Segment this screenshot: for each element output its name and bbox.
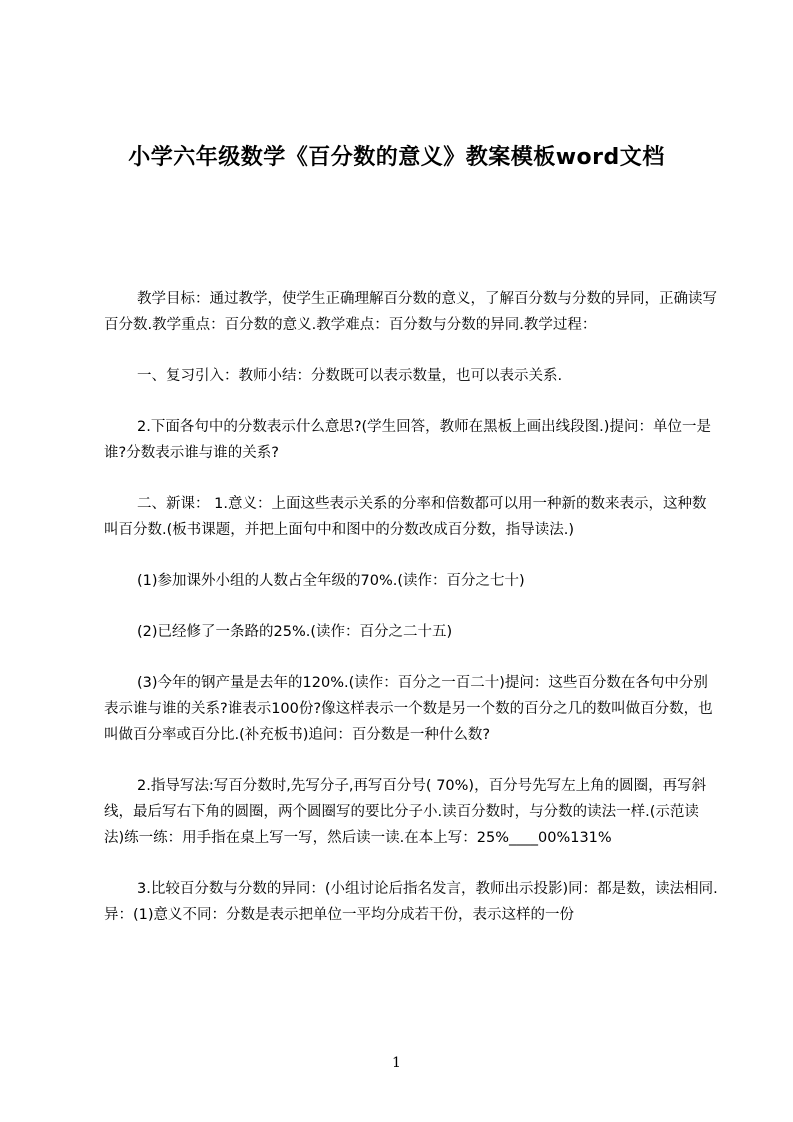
- paragraph-new-lesson: 二、新课： 1.意义：上面这些表示关系的分率和倍数都可以用一种新的数来表示，这种数叫百分数.(板书课题，并把上面句中和图中的分数改成百分数，指导读法.): [104, 496, 707, 538]
- page-number: 1: [392, 1055, 401, 1071]
- document-body: [104, 286, 718, 953]
- document-title: 小学六年级数学《百分数的意义》教案模板word文档: [128, 145, 665, 170]
- paragraph-teaching-goals: 教学目标：通过教学，使学生正确理解百分数的意义，了解百分数与分数的异同，正确读写百分数.教学重点：百分数的意义.教学难点：百分数与分数的异同.教学过程：: [104, 291, 717, 333]
- paragraph-example-3: (3)今年的钢产量是去年的120%.(读作：百分之一百二十)提问：这些百分数在各句中分别表示谁与谁的关系?谁表示100份?像这样表示一个数是另一个数的百分之几的数叫做百分数，也叫做百分率或百分比.(补充板书)追问：百分数是一种什么数?: [104, 675, 713, 743]
- paragraph-example-2: (2)已经修了一条路的25%.(读作：百分之二十五): [137, 624, 453, 640]
- paragraph-writing-guide: 2.指导写法:写百分数时,先写分子,再写百分号( 70%)，百分号先写左上角的圆圈，再写斜线，最后写右下角的圆圈，两个圆圈写的要比分子小.读百分数时，与分数的读法一样.(示范读法)练一练：用手指在桌上写一写，然后读一读.在本上写：25%____00%131%: [104, 778, 707, 846]
- paragraph-example-1: (1)参加课外小组的人数占全年级的70%.(读作：百分之七十): [137, 573, 525, 589]
- paragraph-comparison: 3.比较百分数与分数的异同：(小组讨论后指名发言，教师出示投影)同：都是数，读法相同.异：(1)意义不同：分数是表示把单位一平均分成若干份，表示这样的一份: [104, 881, 718, 923]
- paragraph-fraction-meaning: 2.下面各句中的分数表示什么意思?(学生回答，教师在黑板上画出线段图.)提问：单位一是谁?分数表示谁与谁的关系?: [104, 419, 711, 461]
- paragraph-review-intro: 一、复习引入：教师小结：分数既可以表示数量，也可以表示关系.: [137, 368, 563, 384]
